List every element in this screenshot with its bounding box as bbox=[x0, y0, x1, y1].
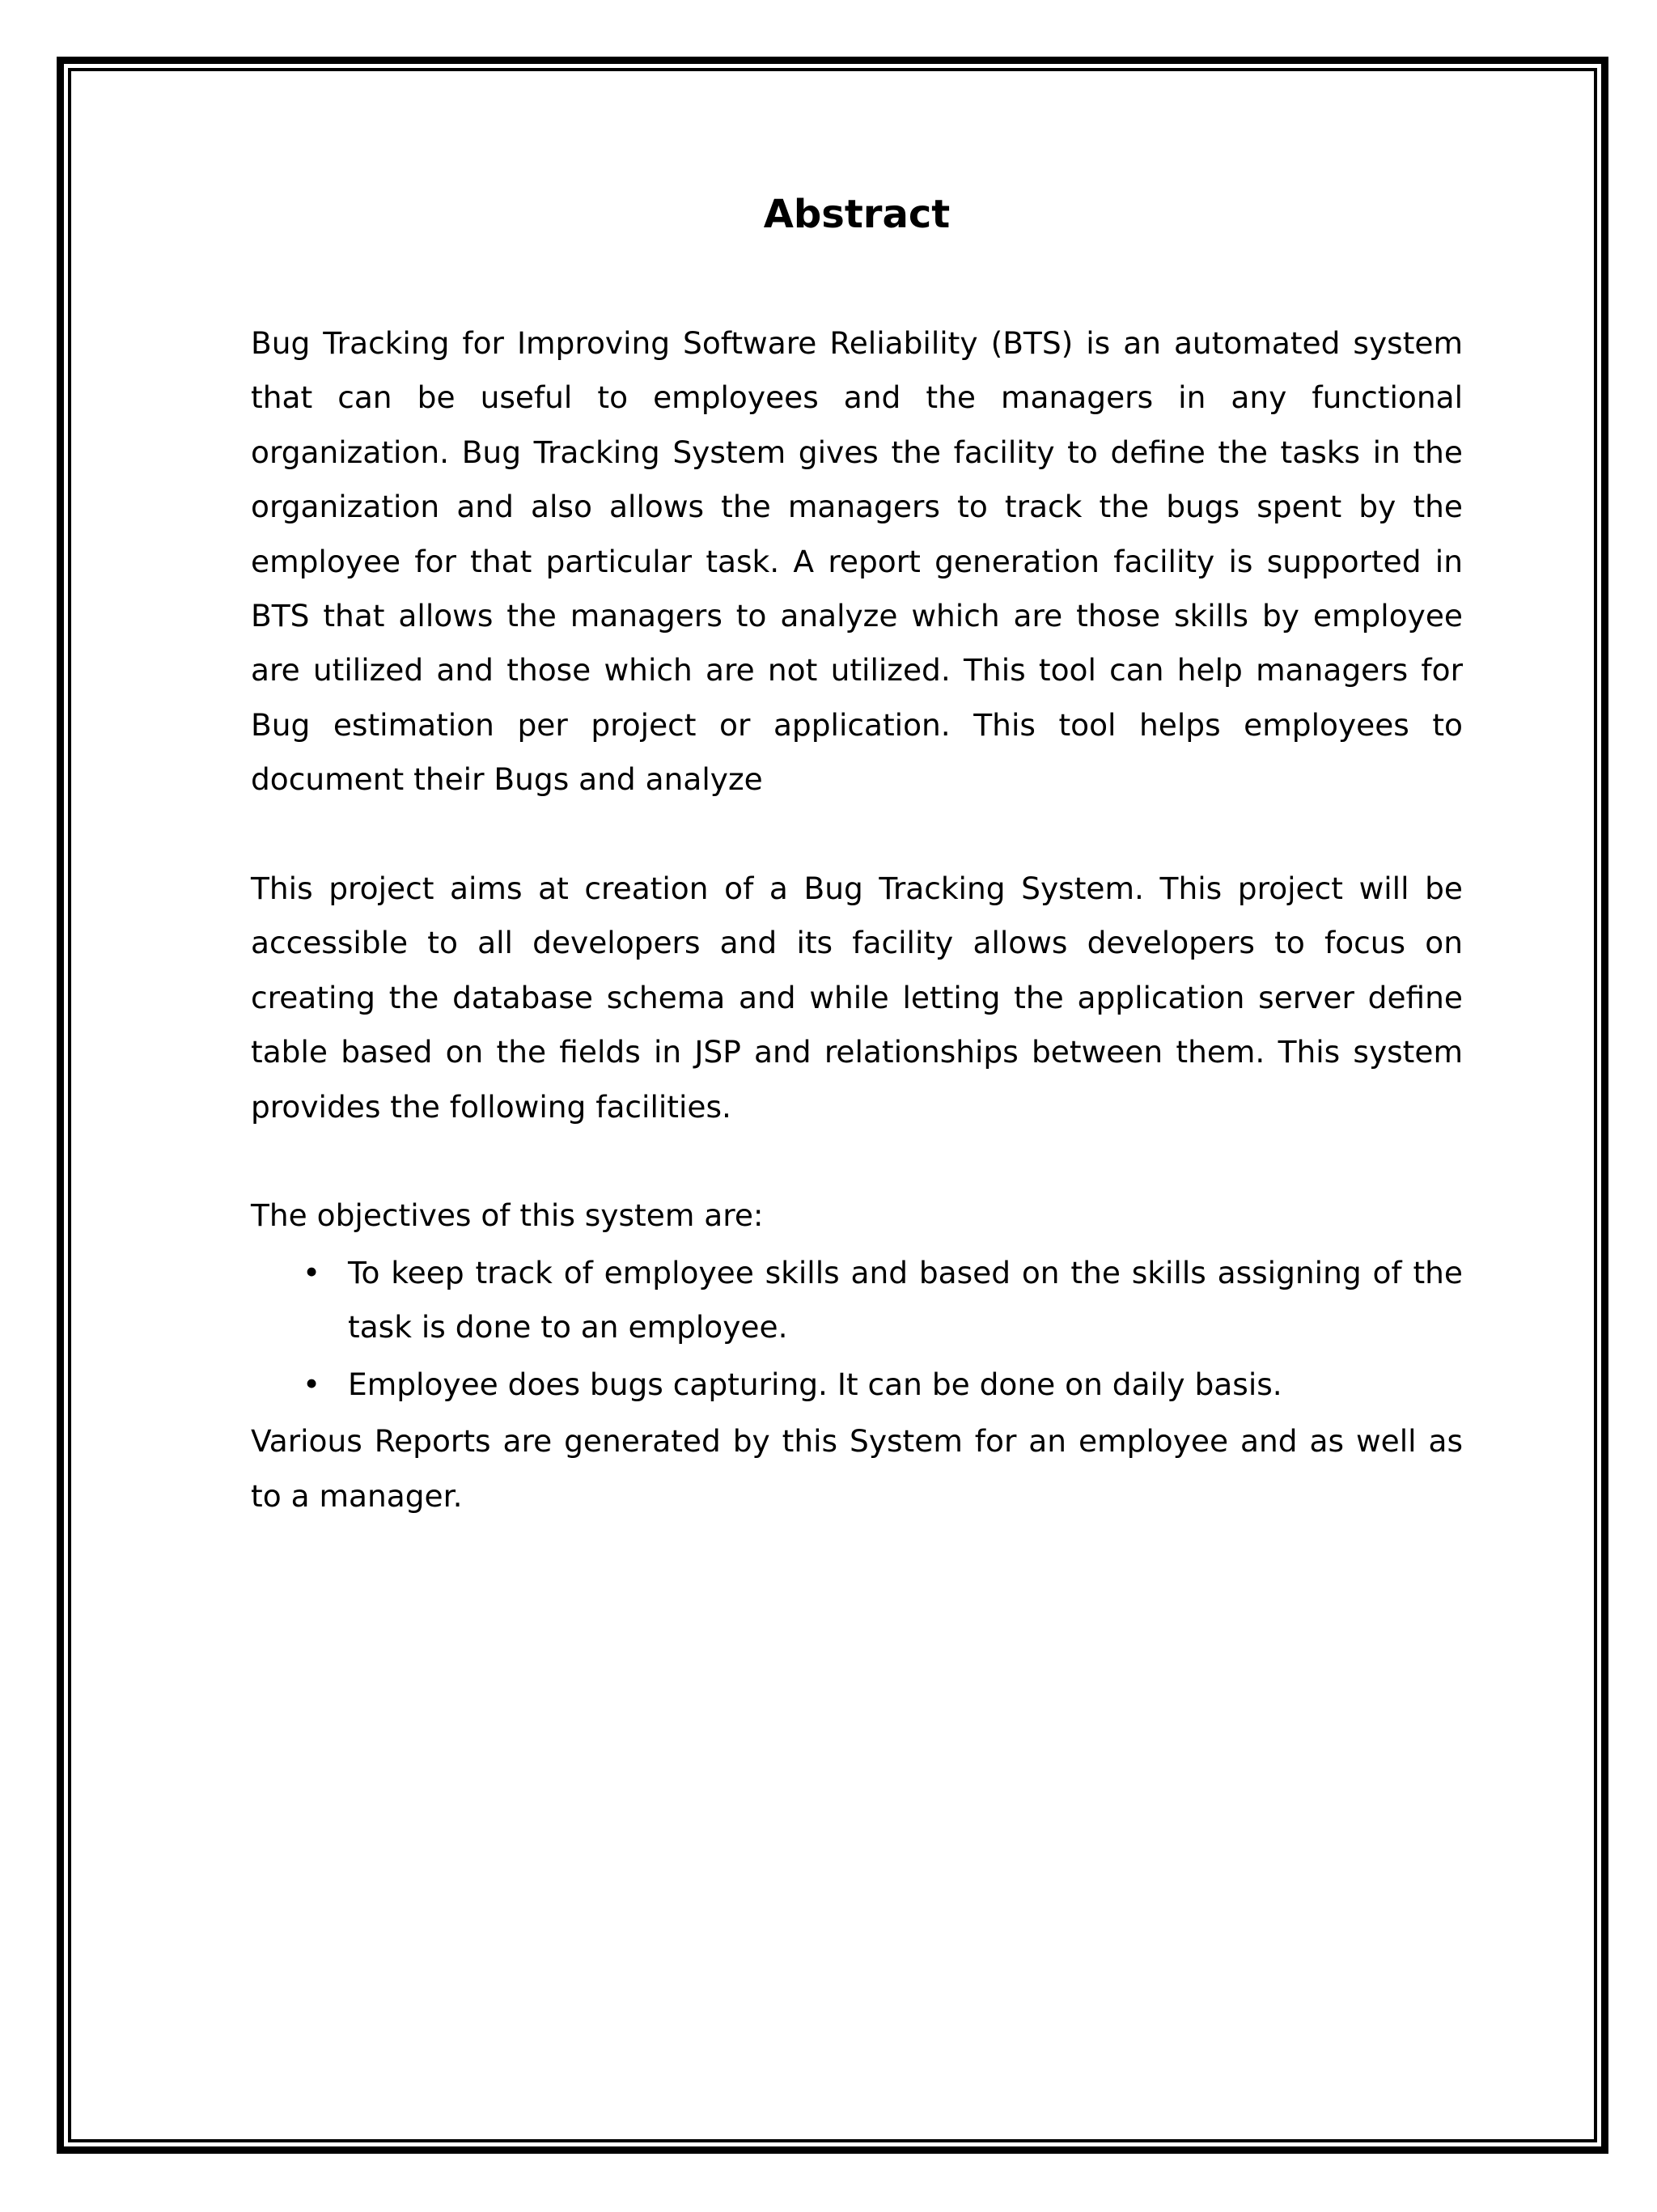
page-title: Abstract bbox=[763, 192, 951, 237]
document-body bbox=[251, 190, 1463, 1523]
paragraph-gap bbox=[251, 1134, 1463, 1189]
paragraph-intro: Bug Tracking for Improving Software Reliability (BTS) is an automated system that can be useful to employees and the managers in any functional organization. Bug Tracking System gives the facility to define the tasks in the organization and also allows the managers to track the bugs spent by the employee for that particular task. A report generation facility is supported in BTS that allows the managers to analyze which are those skills by employee are utilized and those which are not utilized. This tool can help managers for Bug estimation per project or application. This tool helps employees to document their Bugs and analyze bbox=[251, 325, 1463, 798]
list-item-text: Employee does bugs capturing. It can be done on daily basis. bbox=[348, 1366, 1282, 1402]
list-item bbox=[251, 1246, 1463, 1355]
list-item bbox=[251, 1358, 1463, 1412]
bullet-icon: • bbox=[303, 1254, 321, 1290]
list-item-text: To keep track of employee skills and based on the skills assigning of the task is done to an employee. bbox=[348, 1254, 1463, 1345]
closing-paragraph: Various Reports are generated by this System for an employee and as well as to a manager. bbox=[251, 1423, 1463, 1514]
paragraph-project: This project aims at creation of a Bug Tracking System. This project will be accessible to all developers and its facility allows developers to focus on creating the database schema and while letting the application server define table based on the fields in JSP and relationships between them. This system provides the following facilities. bbox=[251, 871, 1463, 1125]
bullet-icon: • bbox=[303, 1366, 321, 1402]
objectives-intro: The objectives of this system are: bbox=[251, 1197, 764, 1234]
objectives-list bbox=[251, 1246, 1463, 1412]
paragraph-gap bbox=[251, 807, 1463, 862]
